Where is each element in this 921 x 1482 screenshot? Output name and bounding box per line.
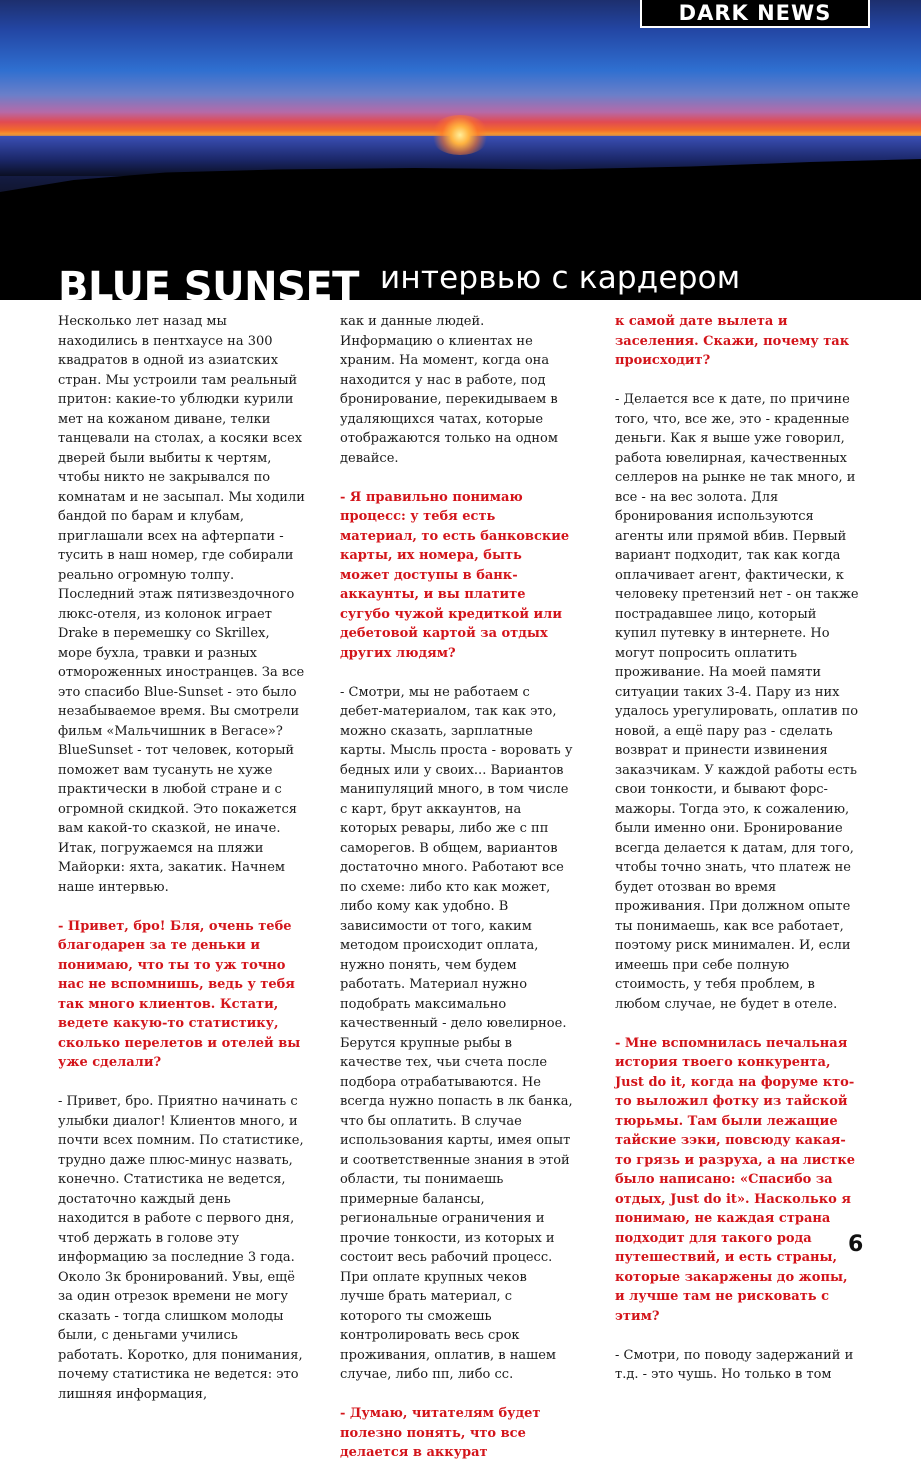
sun — [430, 115, 490, 155]
interview-question: - Думаю, читателям будет полезно понять, что все делается в аккурат — [340, 1406, 541, 1460]
body-paragraph: Несколько лет назад мы находились в пентхаусе на 300 квадратов в одной из азиатских стран. Мы устроили там реальный притон: какие-то ублюдки курили мет на кожаном диване, телки танцевали на столах, а косяки всех дверей были выбиты к чертям, чтобы никто не закрывался по комнатам и не засыпал. Мы ходили бандой по барам и клубам, приглашали всех на афтерпати - тусить в наш номер, где собирали реально огромную толпу. Последний этаж пятизвездочного люкс-отеля, из колонок играет Drake в перемешку со Skrillex, море бухла, травки и разных отмороженных иностранцев. За все это спасибо Blue-Sunset - это было незабываемое время. Вы смотрели фильм «Мальчишник в Вегасе»? BlueSunset - тот человек, который поможет вам тусануть не хуже практически в любой стране и с огромной скидкой. Это покажется вам какой-то сказкой, не иначе. Итак, погружаемся на пляжи Майорки: яхта, закатик. Начнем наше интервью. — [58, 314, 305, 895]
interview-question: - Привет, бро! Бля, очень тебе благодарен за те деньки и понимаю, что ты то уж точно нас не вспомнишь, ведь у тебя так много клиентов. Кстати, ведете какую-то статистику, сколько перелетов и отелей вы уже сделали? — [58, 918, 301, 1070]
interview-question: - Я правильно понимаю процесс: у тебя есть материал, то есть банковские карты, их номера, быть может доступы в банк-аккаунты, и вы платите сугубо чужой кредиткой или дебетовой картой за отдых других людям? — [340, 489, 570, 661]
body-paragraph: - Привет, бро. Приятно начинать с улыбки диалог! Клиентов много, и почти всех помним. По статистике, трудно даже плюс-минус назвать, конечно. Статистика не ведется, достаточно каждый день находится в работе с первого дня, чтоб держать в голове эту информацию за последние 3 года. Около 3к бронирований. Увы, ещё за один отрезок времени не могу сказать - тогда слишком молоды были, с деньгами учились работать. Коротко, для понимания, почему статистика не ведется: это лишняя информация, — [58, 1094, 304, 1402]
body-paragraph: как и данные людей. Информацию о клиентах не храним. На момент, когда она находится у нас в работе, под бронирование, перекидываем в удаляющихся чатах, которые отображаются только на одном девайсе. — [340, 314, 558, 466]
body-paragraph: - Смотри, мы не работаем с дебет-материалом, так как это, можно сказать, зарплатные карты. Мысль проста - воровать у бедных или у своих... Вариантов манипуляций много, в том числе с карт, брут аккаунтов, на которых ревары, либо же с пп саморегов. В общем, вариантов достаточно много. Работают все по схеме: либо кто как может, либо кому как удобно. В зависимости от того, каким методом происходит оплата, нужно понять, чем будем работать. Материал нужно подобрать максимально качественный - дело ювелирное. Берутся крупные рыбы в качестве тех, чьи счета после подбора отрабатываются. Не всегда нужно попасть в лк банка, что бы оплатить. В случае использования карты, имея опыт и соответственные знания в этой области, ты понимаешь примерные балансы, региональные ограничения и прочие тонкости, из которых и состоит весь рабочий процесс. При оплате крупных чеков лучше брать материал, с которого ты сможешь контролировать весь срок проживания, оплатив, в нашем случае, либо пп, либо сс. — [340, 684, 573, 1382]
interview-question: - Мне вспомнилась печальная история твоего конкурента, Just do it, когда на форуме кто-то выложил фотку из тайской тюрьмы. Там были лежащие тайские зэки, повсюду какая-то грязь и разруха, а на листке было написано: «Спасибо за отдых, Just do it». Насколько я понимаю, не каждая страна подходит для такого рода путешествий, и есть страны, которые закаржены до жопы, и лучше там не рисковать с этим? — [615, 1035, 856, 1324]
hero-sunset-image — [0, 0, 921, 300]
page-number: 6 — [848, 1232, 864, 1257]
body-paragraph: - Смотри, по поводу задержаний и т.д. - это чушь. Но только в том — [615, 1347, 854, 1382]
article-subtitle: интервью с кардером — [380, 260, 741, 296]
magazine-logo: DARK NEWS — [640, 0, 870, 28]
article-title: BLUE SUNSET — [58, 264, 359, 310]
interview-question: к самой дате вылета и заселения. Скажи, почему так происходит? — [615, 314, 850, 368]
article-column-2 — [340, 312, 573, 1482]
article-column-3 — [615, 312, 859, 1404]
body-paragraph: - Делается все к дате, по причине того, что, все же, это - краденные деньги. Как я выше уже говорил, работа ювелирная, качественных селлеров на рынке не так много, и все - на вес золота. Для бронирования используются агенты или прямой вбив. Первый вариант подходит, так как когда оплачивает агент, фактически, к человеку претензий нет - он также пострадавшее лицо, который купил путевку в интернете. Но могут попросить оплатить проживание. На моей памяти ситуации таких 3-4. Пару из них удалось урегулировать, оплатив по новой, а ещё пару раз - сделать возврат и принести извинения заказчикам. У каждой работы есть свои тонкости, и бывают форс-мажоры. Тогда это, к сожалению, были именно они. Бронирование всегда делается к датам, для того, чтобы точно знать, что платеж не будет отозван во время проживания. При должном опыте ты понимаешь, как все работает, поэтому риск минимален. И, если имеешь при себе полную стоимость, у тебя проблем, в любом случае, не будет в отеле. — [615, 392, 859, 1012]
article-column-1 — [58, 312, 305, 1424]
